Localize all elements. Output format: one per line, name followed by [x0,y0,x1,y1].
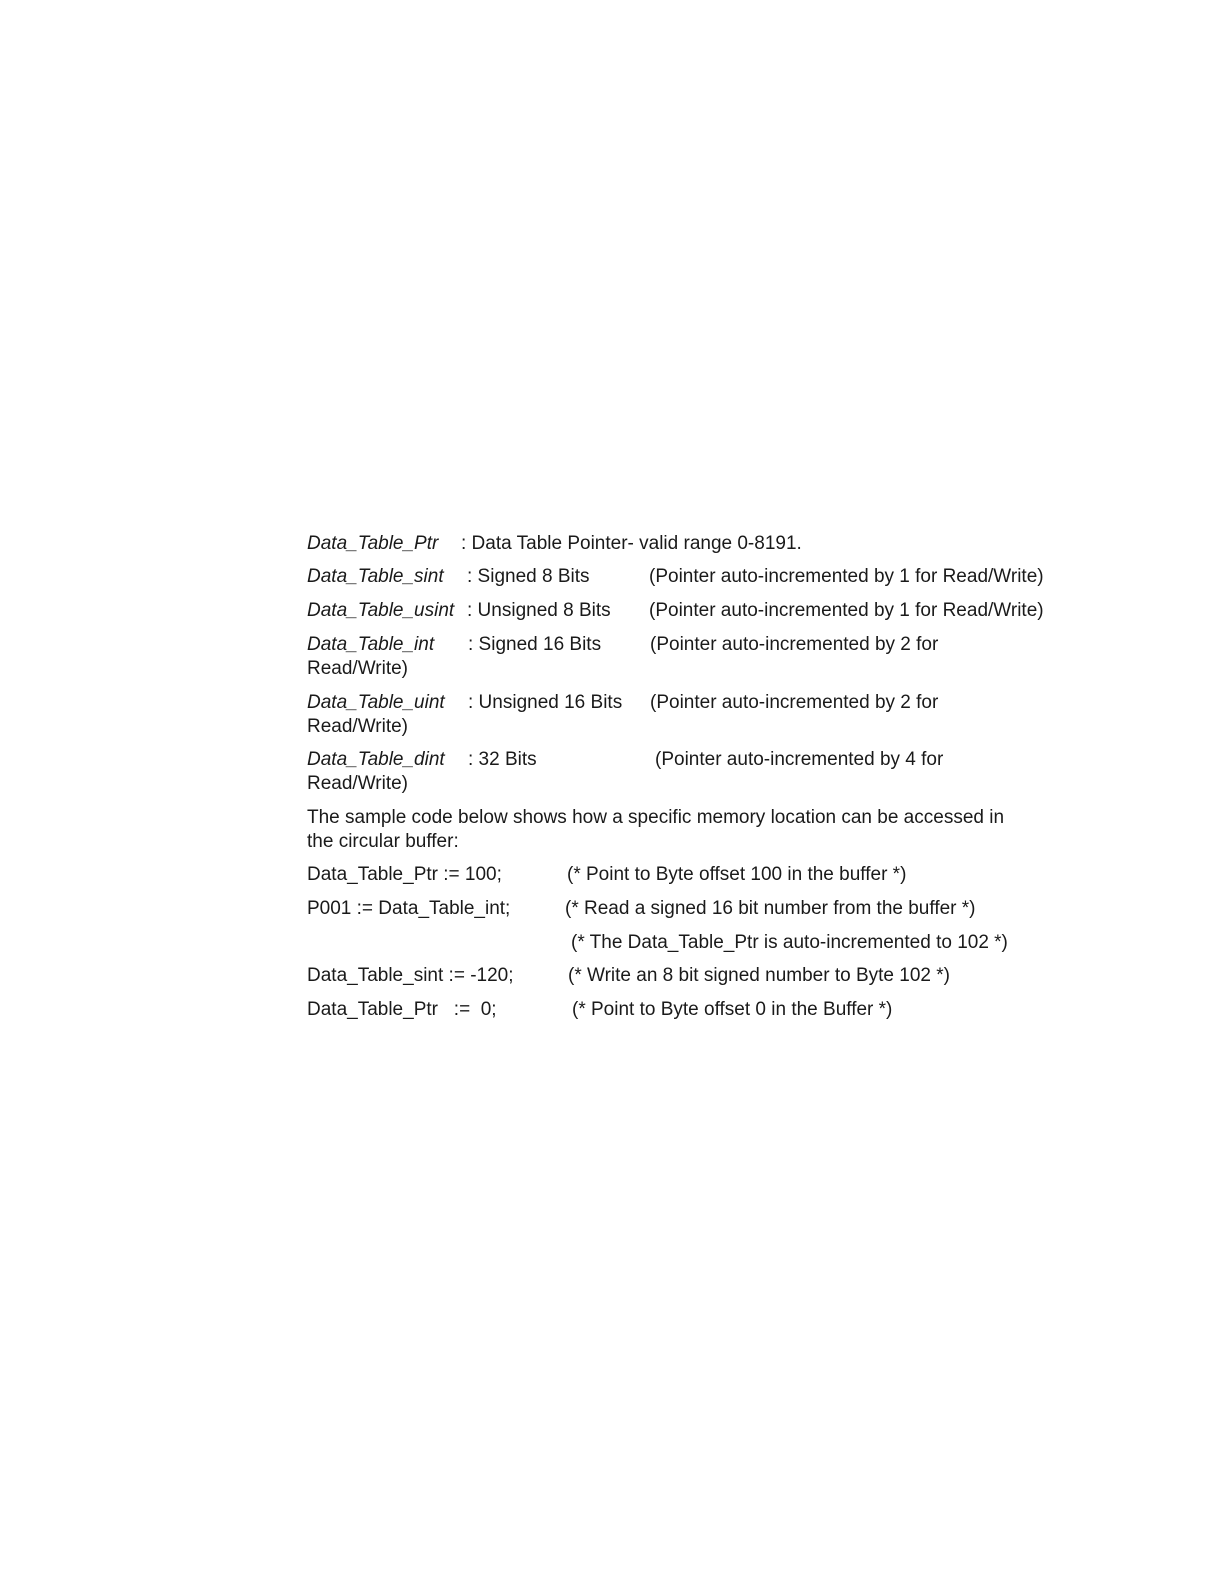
definition-note: (Pointer auto-incremented by 4 for [655,749,944,770]
definition-note: (Pointer auto-incremented by 2 for [650,692,939,713]
definition-note-continuation: Read/Write) [307,716,409,737]
definition-description: : Data Table Pointer- valid range 0-8191. [461,533,802,554]
definition-note: (Pointer auto-incremented by 2 for [650,634,939,655]
code-statement: Data_Table_Ptr := 100; [307,864,502,885]
code-comment: (* Read a signed 16 bit number from the buffer *) [565,898,976,919]
definition-name: Data_Table_Ptr [307,533,439,554]
definition-description: : Signed 16 Bits [468,634,602,655]
definition-description: : Signed 8 Bits [467,566,590,587]
definition-description: : Unsigned 16 Bits [468,692,623,713]
code-statement: Data_Table_sint := -120; [307,965,514,986]
code-comment: (* Point to Byte offset 100 in the buffer *) [567,864,907,885]
definition-name: Data_Table_usint [307,600,455,621]
code-comment: (* Point to Byte offset 0 in the Buffer *) [572,999,893,1020]
definition-note: (Pointer auto-incremented by 1 for Read/Write) [649,600,1044,621]
code-statement: P001 := Data_Table_int; [307,898,511,919]
intro-paragraph-line: The sample code below shows how a specific memory location can be accessed in [307,807,1005,828]
definition-note: (Pointer auto-incremented by 1 for Read/Write) [649,566,1044,587]
intro-paragraph-line: the circular buffer: [307,831,459,852]
definition-name: Data_Table_int [307,634,435,655]
definition-note-continuation: Read/Write) [307,773,409,794]
code-comment: (* The Data_Table_Ptr is auto-incremented to 102 *) [571,932,1008,953]
definition-description: : Unsigned 8 Bits [467,600,611,621]
definition-description: : 32 Bits [468,749,537,770]
code-comment: (* Write an 8 bit signed number to Byte 102 *) [568,965,950,986]
definition-name: Data_Table_sint [307,566,444,587]
definition-name: Data_Table_dint [307,749,445,770]
definition-note-continuation: Read/Write) [307,658,409,679]
code-statement: Data_Table_Ptr := 0; [307,999,497,1020]
definition-name: Data_Table_uint [307,692,445,713]
